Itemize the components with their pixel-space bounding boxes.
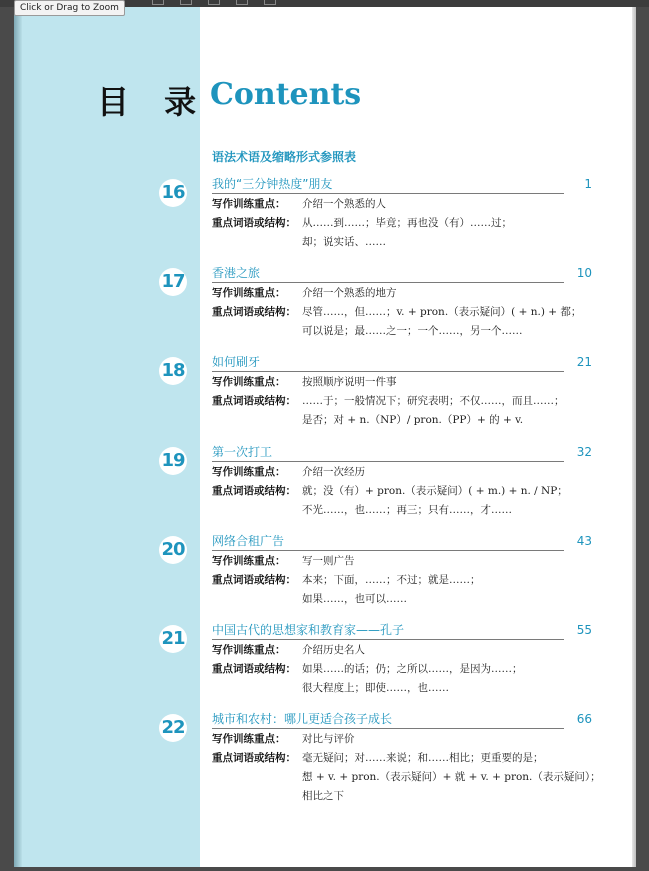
page-edge	[632, 7, 636, 867]
unit-page-number[interactable]: 66	[576, 712, 592, 726]
unit-page-number[interactable]: 55	[576, 623, 592, 637]
unit-title-link[interactable]: 香港之旅	[212, 266, 564, 283]
key-words-label: 重点词语或结构：	[212, 485, 296, 497]
unit-page-number[interactable]: 10	[576, 266, 592, 280]
key-words-label: 重点词语或结构：	[212, 752, 296, 764]
fullscreen-icon[interactable]	[264, 0, 276, 5]
unit-number-badge: 17	[159, 268, 187, 296]
writing-focus-value: 介绍一个熟悉的地方	[302, 287, 397, 299]
grammar-reference-link[interactable]: 语法术语及缩略形式参照表	[212, 150, 357, 164]
page-spine	[14, 7, 22, 867]
fit-page-icon[interactable]	[208, 0, 220, 5]
key-words-line: ……于；一般情况下；研究表明；不仅……，而且……；	[302, 395, 565, 407]
key-words-line: 本来；下面，……；不过；就是……；	[302, 574, 481, 586]
unit-title-link[interactable]: 城市和农村：哪儿更适合孩子成长	[212, 712, 564, 729]
key-words-label: 重点词语或结构：	[212, 395, 296, 407]
writing-focus-value: 介绍一个熟悉的人	[302, 198, 386, 210]
key-words-line: 想 + v. + pron.（表示疑问）+ 就 + v. + pron.（表示疑问）；	[302, 771, 601, 783]
zoom-tooltip: Click or Drag to Zoom	[14, 0, 125, 16]
key-words-line: 如果……的话；仍；之所以……，是因为……；	[302, 663, 523, 675]
unit-title-link[interactable]: 中国古代的思想家和教育家——孔子	[212, 623, 564, 640]
zoom-in-icon[interactable]	[180, 0, 192, 5]
key-words-line: 就；没（有）+ pron.（表示疑问）( + m.) + n. / NP；	[302, 485, 568, 497]
key-words-line: 如果……，也可以……	[302, 593, 407, 605]
unit-page-number[interactable]: 32	[576, 445, 592, 459]
writing-focus-label: 写作训练重点：	[212, 198, 286, 210]
key-words-label: 重点词语或结构：	[212, 306, 296, 318]
rotate-icon[interactable]	[236, 0, 248, 5]
writing-focus-label: 写作训练重点：	[212, 733, 286, 745]
writing-focus-value: 写一则广告	[302, 555, 355, 567]
writing-focus-value: 按照顺序说明一件事	[302, 376, 397, 388]
key-words-label: 重点词语或结构：	[212, 217, 296, 229]
key-words-line: 却；说实话、……	[302, 236, 386, 248]
title-english: Contents	[210, 77, 362, 112]
key-words-label: 重点词语或结构：	[212, 574, 296, 586]
key-words-line: 尽管……，但……；v. + pron.（表示疑问）( + n.) + 都；	[302, 306, 582, 318]
writing-focus-value: 对比与评价	[302, 733, 355, 745]
document-page[interactable]	[14, 7, 636, 867]
unit-page-number[interactable]: 21	[576, 355, 592, 369]
unit-page-number[interactable]: 1	[584, 177, 592, 191]
writing-focus-value: 介绍一次经历	[302, 466, 365, 478]
key-words-line: 可以说是；最……之一；一个……，另一个……	[302, 325, 523, 337]
writing-focus-label: 写作训练重点：	[212, 644, 286, 656]
writing-focus-value: 介绍历史名人	[302, 644, 365, 656]
writing-focus-label: 写作训练重点：	[212, 555, 286, 567]
writing-focus-label: 写作训练重点：	[212, 287, 286, 299]
unit-title-link[interactable]: 我的“三分钟热度”朋友	[212, 177, 564, 194]
unit-number-badge: 18	[159, 357, 187, 385]
unit-number-badge: 20	[159, 536, 187, 564]
unit-number-badge: 21	[159, 625, 187, 653]
unit-number-badge: 19	[159, 447, 187, 475]
writing-focus-label: 写作训练重点：	[212, 466, 286, 478]
key-words-line: 毫无疑问；对……来说；和……相比；更重要的是；	[302, 752, 544, 764]
key-words-line: 从……到……；毕竟；再也没（有）……过；	[302, 217, 512, 229]
key-words-line: 不光……，也……；再三；只有……，才……	[302, 504, 512, 516]
key-words-line: 很大程度上；即使……，也……	[302, 682, 449, 694]
unit-number-badge: 16	[159, 179, 187, 207]
key-words-label: 重点词语或结构：	[212, 663, 296, 675]
unit-title-link[interactable]: 第一次打工	[212, 445, 564, 462]
zoom-out-icon[interactable]	[152, 0, 164, 5]
unit-number-badge: 22	[159, 714, 187, 742]
unit-title-link[interactable]: 网络合租广告	[212, 534, 564, 551]
unit-title-link[interactable]: 如何刷牙	[212, 355, 564, 372]
title-chinese: 目 录	[97, 83, 209, 121]
unit-page-number[interactable]: 43	[576, 534, 592, 548]
key-words-line: 相比之下	[302, 790, 344, 802]
writing-focus-label: 写作训练重点：	[212, 376, 286, 388]
key-words-line: 是否；对 + n.（NP）/ pron.（PP）+ 的 + v.	[302, 414, 524, 426]
